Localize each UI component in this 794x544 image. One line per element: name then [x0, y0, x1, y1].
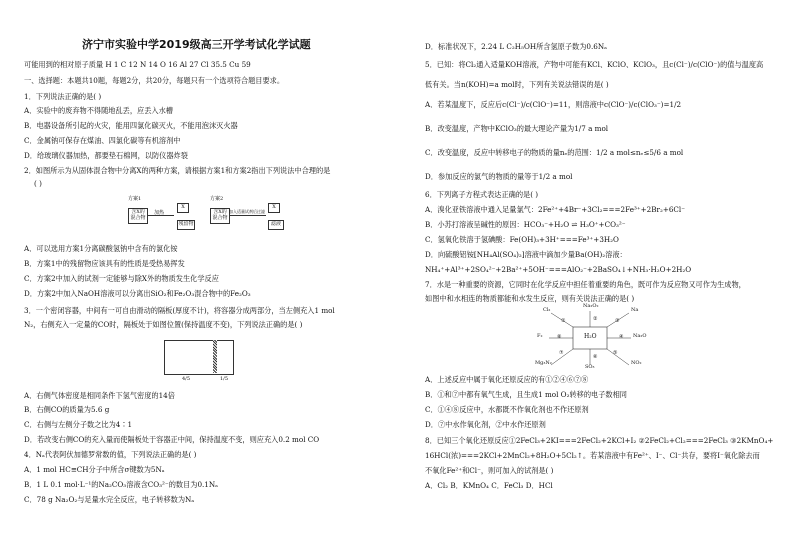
reaction-8: ⑧: [557, 334, 562, 340]
question-2-option-d: D．方案2中加入NaOH溶液可以分离出SiO₂和Fe₂O₃混合物中的Fe₂O₃: [24, 289, 251, 298]
question-6-option-c: C．氢氧化铁溶于氢碘酸：Fe(OH)₃+3H⁺===Fe³⁺+3H₂O: [425, 235, 619, 244]
question-7-option-a: A．上述反应中属于氧化还原反应的有①②④⑥⑦⑧: [425, 375, 589, 384]
question-1-option-b: B．电器设备所引起的火灾，能用四氯化碳灭火，不能用泡沫灭火器: [24, 121, 238, 130]
question-7-option-c: C．①④⑧反应中，水都既不作氧化剂也不作还原剂: [425, 405, 589, 414]
atomic-masses: 可能用到的相对原子质量 H 1 C 12 N 14 O 16 Al 27 Cl 35.5 Cu 59: [24, 60, 251, 69]
water-na2o: Na₂O: [633, 333, 647, 339]
question-8-line-2: 16HCl(浓)===2KCl+2MnCl₂+8H₂O+5Cl₂↑。若某溶液中有Fe²⁺、I⁻、Cl⁻共存，要将I⁻氧化除去而: [425, 451, 760, 460]
question-7: 7．水是一种重要的资源，它同时在化学反应中担任着重要的角色，既可作为反应物又可作为生成物，: [425, 280, 746, 289]
question-1-option-c: C．金属钠可保存在煤油、四氯化碳等有机溶剂中: [24, 136, 181, 145]
reaction-3: ③: [615, 318, 620, 324]
question-4-option-d: D．标准状况下，2.24 L C₂H₅OH所含氢原子数为0.6Nₐ: [425, 42, 607, 51]
question-8: 8．已知三个氧化还原反应①2FeCl₃+2KI===2FeCl₂+2KCl+I₂ ②2FeCl₂+Cl₂===2FeCl₃ ③2KMnO₄+: [425, 436, 774, 445]
water-no2: NO₂: [631, 360, 642, 366]
partition: [213, 340, 217, 373]
question-6-option-b: B．小苏打溶液呈碱性的原因：HCO₃⁻+H₂O ⇌ H₃O⁺+CO₃²⁻: [425, 220, 626, 229]
reaction-2: ②: [593, 316, 598, 322]
filtrate-box: 滤液: [268, 220, 284, 230]
question-4: 4．Nₐ代表阿伏加德罗常数的值，下列说法正确的是( ): [24, 450, 197, 459]
x-box-2: X: [268, 203, 280, 213]
scale-right: 1/5: [220, 376, 229, 382]
question-3-option-a: A．右侧气体密度是相同条件下氢气密度的14倍: [24, 391, 175, 400]
question-3-line-2: N₂，右侧充入一定量的CO时，隔板处于如图位置(保持温度不变)，下列说法正确的是( ): [24, 320, 303, 329]
question-2-option-c: C．方案2中加入的试剂一定能够与除X外的物质发生化学反应: [24, 274, 219, 283]
question-7-option-d: D．⑦中水作氧化剂，②中水作还原剂: [425, 420, 546, 429]
question-5-option-d: D．参加反应的氯气的物质的量等于1/2 a mol: [425, 172, 573, 181]
question-5-option-a: A．若某温度下，反应后c(Cl⁻)/c(ClO⁻)=11，则溶液中c(ClO⁻)/c(ClO₃⁻)=1/2: [425, 100, 682, 109]
question-4-option-a: A．1 mol HC≡CH分子中所含σ键数为5Nₐ: [24, 465, 165, 474]
page-title: 济宁市实验中学2019级高三开学考试化学试题: [82, 38, 311, 51]
reaction-4: ④: [619, 334, 624, 340]
question-5: 5．已知：将Cl₂通入适量KOH溶液，产物中可能有KCl、KClO、KClO₃，且c(Cl⁻)/c(ClO⁻)的值与温度高: [425, 60, 764, 69]
question-8-line-3: 不氧化Fe²⁺和Cl⁻，则可加入的试剂是( ): [425, 466, 554, 475]
question-5-option-b: B．改变温度，产物中KClO₃的最大理论产量为1/7 a mol: [425, 124, 609, 133]
question-6-option-d-equation: NH₄⁺+Al³⁺+2SO₄²⁻+2Ba²⁺+5OH⁻===AlO₂⁻+2BaSO₄↓+NH₃·H₂O+2H₂O: [425, 265, 692, 274]
water-na2o2: Na₂O₂: [583, 303, 599, 309]
question-6-option-a: A．溴化亚铁溶液中通入足量氯气：2Fe²⁺+4Br⁻+3Cl₂===2Fe³⁺+2Br₂+6Cl⁻: [425, 205, 686, 214]
question-8-options: A．Cl₂ B．KMnO₄ C．FeCl₃ D．HCl: [425, 481, 553, 490]
question-4-option-c: C．78 g Na₂O₂与足量水完全反应，电子转移数为Nₐ: [24, 495, 195, 504]
question-3-option-b: B．右侧CO的质量为5.6 g: [24, 405, 110, 414]
question-2-paren: ( ): [34, 179, 42, 188]
question-4-option-b: B．1 L 0.1 mol·L⁻¹的Na₂CO₃溶液含CO₃²⁻的数目为0.1Nₐ: [24, 480, 218, 489]
water-f2: F₂: [537, 333, 543, 339]
question-1-option-a: A．实验中的废弃物不得随地乱丢，应丢入水槽: [24, 106, 173, 115]
question-7-line-2: 如图中和水相连的物质都能和水发生反应，则有关说法正确的是( ): [425, 294, 635, 303]
x-box-1: X: [177, 203, 189, 213]
reagent-arrow: [230, 215, 266, 216]
section-heading: 一、选择题：本题共10题，每题2分，共20分，每题只有一个选项符合题目要求。: [24, 76, 285, 85]
container-box: [164, 340, 234, 375]
question-5-line-2: 低有关。当n(KOH)=a mol时，下列有关说法错误的是( ): [425, 80, 609, 89]
question-3-option-d: D．若改变右侧CO的充入量而使隔板处于容器正中间，保持温度不变，则应充入0.2 mol CO: [24, 435, 320, 444]
question-3: 3．一个密闭容器，中间有一可自由滑动的隔板(厚度不计)，将容器分成两部分，当左侧充入1 mol: [24, 306, 335, 315]
plan-1-label: 方案1: [128, 196, 142, 202]
question-1-option-d: D．给玻璃仪器加热，都要垫石棉网，以防仪器炸裂: [24, 151, 188, 160]
water-mg3n2: Mg₃N₂: [535, 360, 552, 366]
water-so3: SO₃: [585, 364, 595, 370]
mixture-box-1: 含X的混合物: [128, 208, 148, 224]
water-center: H₂O: [584, 333, 597, 340]
reaction-5: ⑤: [613, 350, 618, 356]
water-cl2: Cl₂: [543, 307, 551, 313]
water-na: Na: [631, 307, 639, 313]
question-2-option-b: B．方案1中的残留物应该具有的性质是受热易挥发: [24, 259, 185, 268]
mixture-box-2: 含X的混合物: [210, 208, 230, 224]
reaction-6: ⑥: [593, 354, 598, 360]
reaction-1: ①: [561, 318, 566, 324]
question-2-option-a: A．可以选用方案1分离碳酸氢钠中含有的氯化铵: [24, 244, 178, 253]
question-6-option-d: D．向硫酸铝铵[NH₄Al(SO₄)₂]溶液中滴加少量Ba(OH)₂溶液：: [425, 250, 627, 259]
reaction-7: ⑦: [559, 350, 564, 356]
reagent-label: 加入适量试剂后过滤: [229, 209, 265, 214]
question-3-option-c: C．右侧与左侧分子数之比为4∶1: [24, 420, 133, 429]
question-7-option-b: B．①和⑦中都有氧气生成，且生成1 mol O₂转移的电子数相同: [425, 390, 627, 399]
question-5-option-c: C．改变温度，反应中转移电子的物质的量nₑ的范围：1/2 a mol≤nₑ≤5/6 a mol: [425, 148, 684, 157]
scale-left: 4/5: [182, 376, 191, 382]
heat-label: 加热: [154, 210, 165, 216]
plan-2-label: 方案2: [210, 196, 224, 202]
residue-box: 残留物: [177, 220, 195, 230]
question-6: 6．下列离子方程式表达正确的是( ): [425, 190, 539, 199]
question-2: 2．如图所示为从固体混合物中分离X的两种方案，请根据方案1和方案2指出下列说法中合理的是: [24, 166, 331, 175]
question-1: 1．下列说法正确的是( ): [24, 92, 102, 101]
